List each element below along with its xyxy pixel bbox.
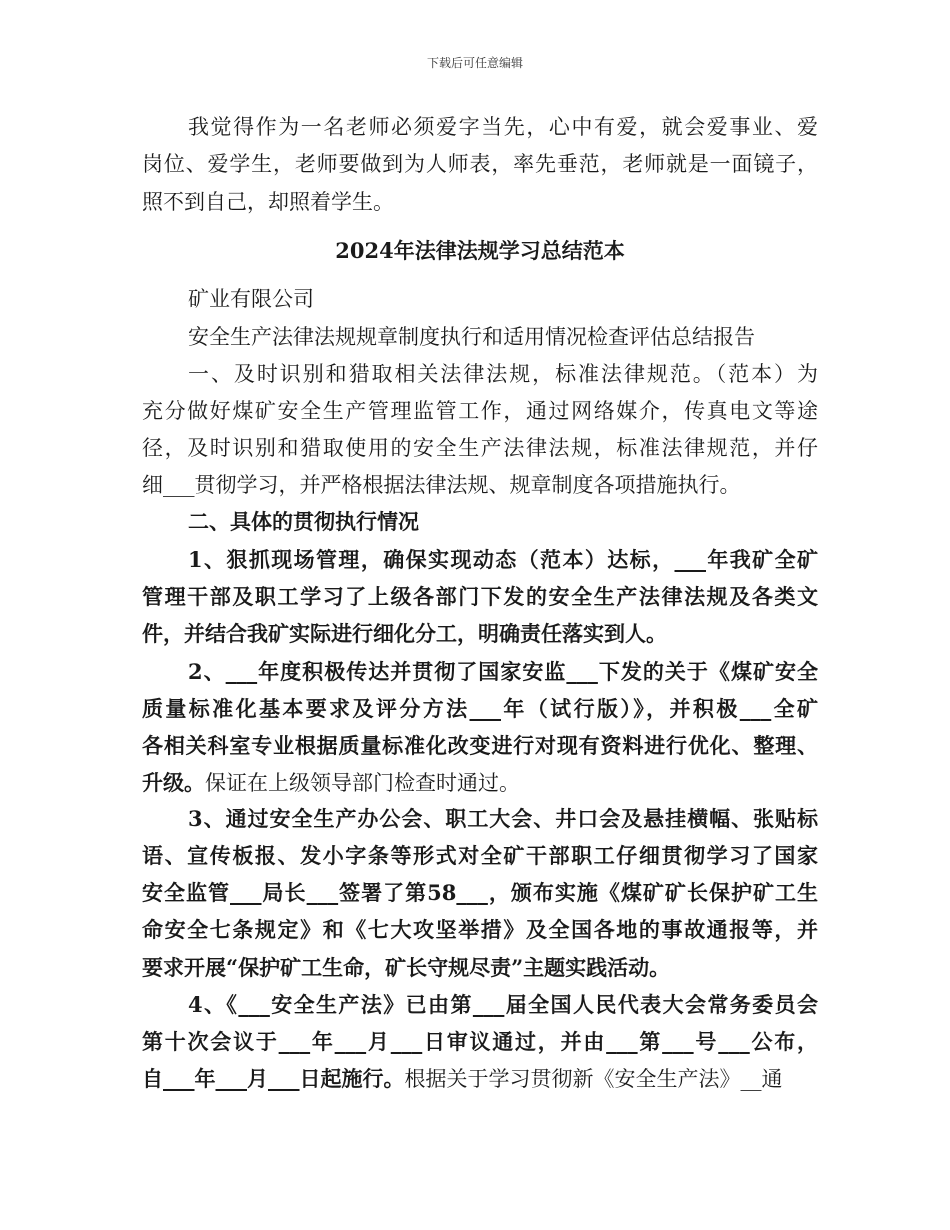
item2-line-4 — [142, 765, 818, 801]
item2-line-3: 各相关科室专业根据质量标准化改变进行对现有资料进行优化、整理、 — [142, 733, 818, 758]
sec2-heading: 二、具体的贯彻执行情况 — [188, 509, 419, 534]
sec1-line-2: 充分做好煤矿安全生产管理监管工作，通过网络媒介，传真电文等途 — [142, 399, 818, 423]
sec1-line-3: 径，及时识别和猎取使用的安全生产法律法规，标准法律规范，并仔 — [142, 436, 818, 460]
item2-line-4-bold: 升级。 — [142, 770, 205, 795]
item3-line-2: 语、宣传板报、发小字条等形式对全矿干部职工仔细贯彻学习了国家 — [142, 843, 818, 868]
item2-line-2: 质量标准化基本要求及评分方法___年（试行版）》，并积极___全矿 — [142, 696, 818, 721]
item2-line-1: 2、___年度积极传达并贯彻了国家安监___下发的关于《煤矿安全 — [188, 659, 818, 684]
item3-line-4: 命安全七条规定》和《七大攻坚举措》及全国各地的事故通报等，并 — [142, 917, 818, 942]
para1-line-3: 照不到自己，却照着学生。 — [142, 190, 394, 214]
item3-line-1: 3、通过安全生产办公会、职工大会、井口会及悬挂横幅、张贴标 — [188, 806, 818, 831]
item3-line-5: 要求开展“保护矿工生命，矿长守规尽责”主题实践活动。 — [142, 955, 671, 980]
document-title: 2024年法律法规学习总结范本 — [335, 238, 625, 263]
sec1-line-1: 一、及时识别和猎取相关法律法规，标准法律规范。（范本）为 — [188, 362, 818, 386]
item1-line-3: 件，并结合我矿实际进行细化分工，明确责任落实到人。 — [142, 621, 667, 646]
company-name: 矿业有限公司 — [188, 287, 314, 311]
para1-line-2: 岗位、爱学生，老师要做到为人师表，率先垂范，老师就是一面镜子， — [142, 152, 818, 176]
report-title: 安全生产法律法规规章制度执行和适用情况检查评估总结报告 — [188, 325, 755, 349]
item4-line-3 — [142, 1061, 818, 1097]
item4-line-1: 4、《___安全生产法》已由第___届全国人民代表大会常务委员会 — [188, 992, 818, 1017]
item3-line-3: 安全监管___局长___签署了第58___，颁布实施《煤矿矿长保护矿工生 — [142, 880, 818, 905]
page-header: 下载后可任意编辑 — [426, 56, 523, 70]
item1-line-2: 管理干部及职工学习了上级各部门下发的安全生产法律法规及各类文 — [142, 584, 818, 609]
item1-line-1: 1、狠抓现场管理，确保实现动态（范本）达标，___年我矿全矿 — [188, 547, 818, 572]
sec1-line-4: 细___贯彻学习，并严格根据法律法规、规章制度各项措施执行。 — [142, 473, 741, 497]
para1-line-1: 我觉得作为一名老师必须爱字当先，心中有爱，就会爱事业、爱 — [188, 115, 818, 139]
item4-line-3-bold: 自___年___月___日起施行。 — [142, 1066, 405, 1091]
item4-line-2: 第十次会议于___年___月___日审议通过，并由___第___号___公布， — [142, 1029, 818, 1054]
item4-line-3-rest: 根据关于学习贯彻新《安全生产法》__通 — [404, 1067, 783, 1091]
item2-line-4-rest: 保证在上级领导部门检查时通过。 — [205, 771, 520, 795]
